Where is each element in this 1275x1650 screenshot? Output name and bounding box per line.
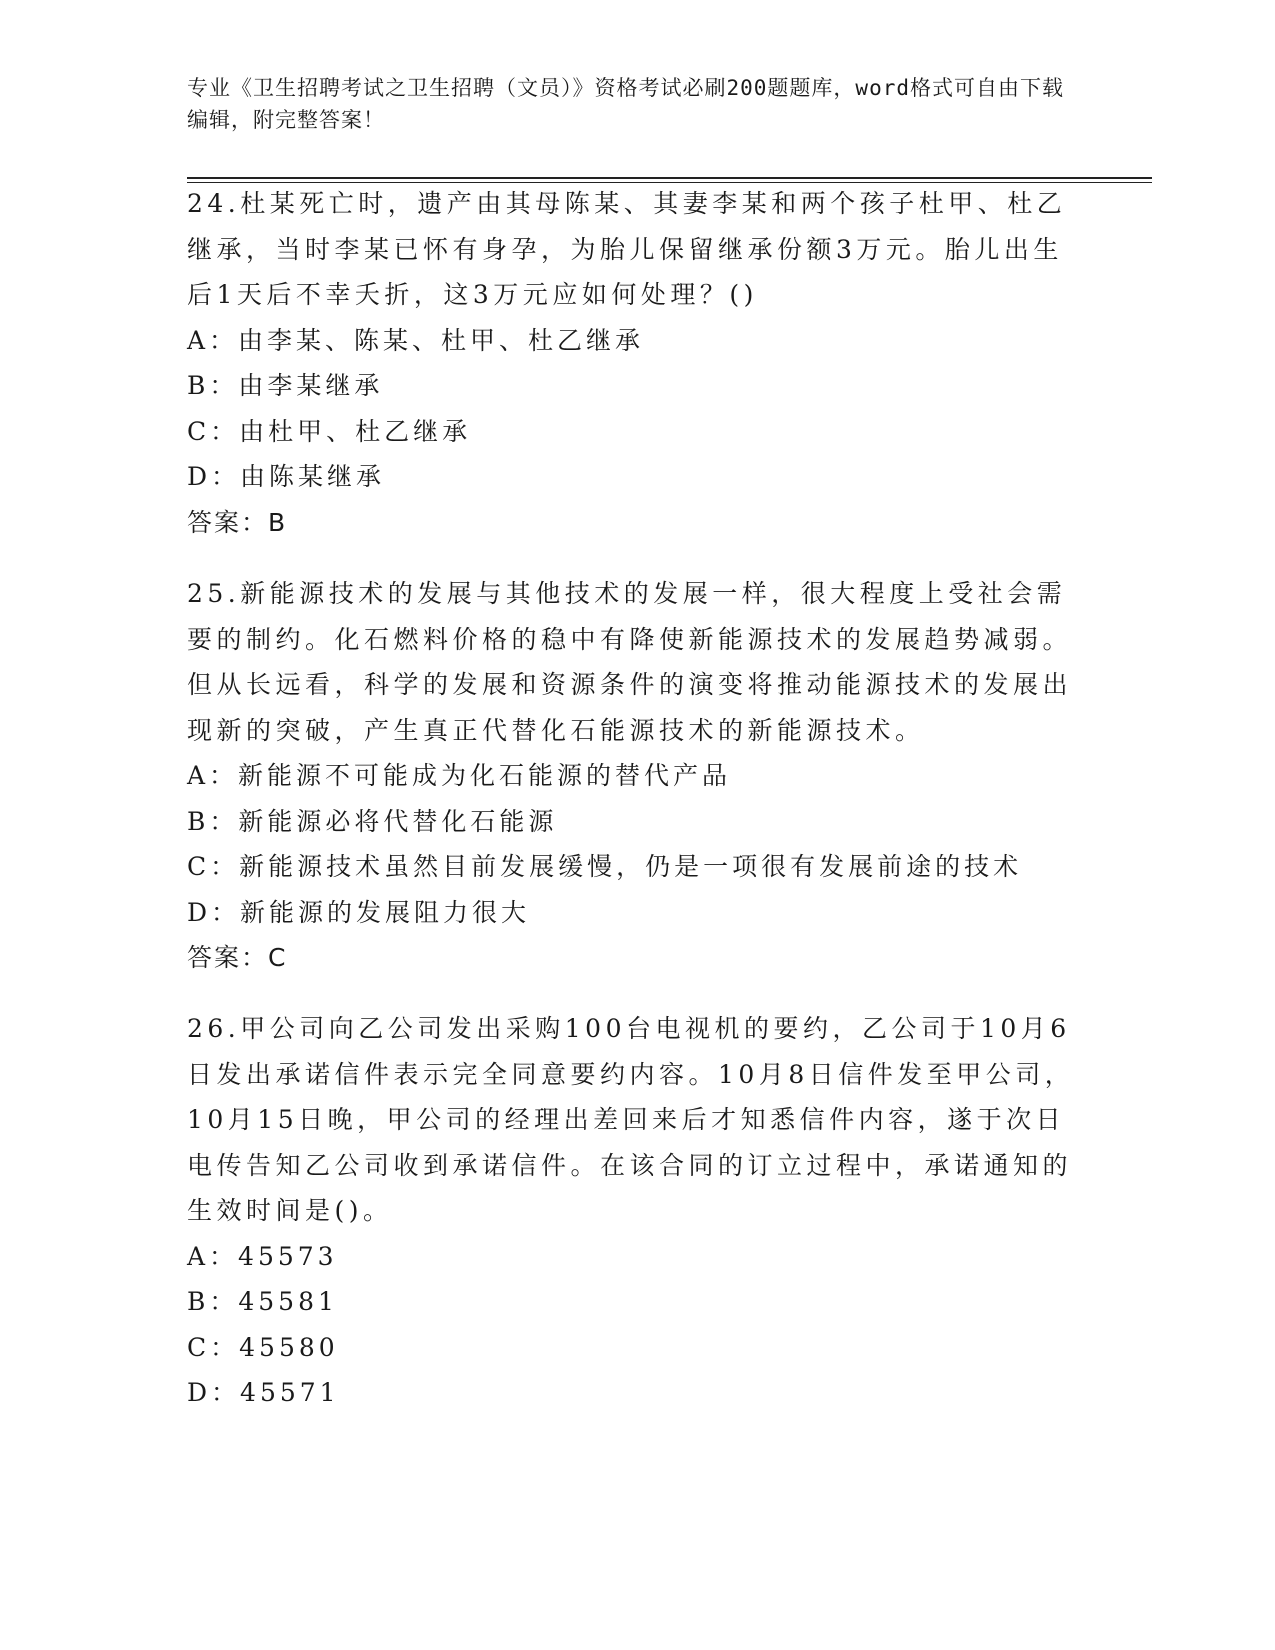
question-stem: 26.甲公司向乙公司发出采购100台电视机的要约，乙公司于10月6日发出承诺信件表示完全同意要约内容。10月8日信件发至甲公司，10月15日晚，甲公司的经理出差回来后才知悉信件内容，遂于次日电传告知乙公司收到承诺信件。在该合同的订立过程中，承诺通知的生效时间是()。 (187, 1014, 1075, 1225)
header-text: 专业《卫生招聘考试之卫生招聘（文员）》资格考试必刷200题题库，word格式可自由下载编辑，附完整答案！ (187, 76, 1064, 132)
option-b: B：由李某继承 (187, 371, 384, 400)
header-rule-thick (187, 177, 1152, 179)
option-c: C：由杜甲、杜乙继承 (187, 416, 472, 446)
document-header (187, 72, 1067, 136)
option-b: B：新能源必将代替化石能源 (187, 806, 558, 836)
question-24 (187, 181, 1087, 545)
question-26 (187, 1006, 1087, 1416)
option-a: A：由李某、陈某、杜甲、杜乙继承 (187, 325, 645, 355)
option-d: D：由陈某继承 (187, 462, 386, 491)
answer-line: 答案：C (187, 943, 288, 972)
option-a: A：新能源不可能成为化石能源的替代产品 (187, 761, 732, 790)
option-a: A：45573 (187, 1241, 338, 1271)
question-stem: 25.新能源技术的发展与其他技术的发展一样，很大程度上受社会需要的制约。化石燃料价格的稳中有降使新能源技术的发展趋势减弱。但从长远看，科学的发展和资源条件的演变将推动能源技术的发展出现新的突破，产生真正代替化石能源技术的新能源技术。 (187, 579, 1073, 745)
option-c: C：45580 (187, 1332, 339, 1362)
question-25 (187, 571, 1087, 981)
option-c: C：新能源技术虽然目前发展缓慢，仍是一项很有发展前途的技术 (187, 852, 1023, 881)
option-d: D：45571 (187, 1378, 340, 1407)
question-stem: 24.杜某死亡时，遗产由其母陈某、其妻李某和两个孩子杜甲、杜乙继承，当时李某已怀有身孕，为胎儿保留继承份额3万元。胎儿出生后1天后不幸夭折，这3万元应如何处理？() (187, 189, 1067, 309)
option-d: D：新能源的发展阻力很大 (187, 897, 531, 927)
option-b: B：45581 (187, 1287, 338, 1316)
answer-line: 答案：B (187, 507, 288, 537)
